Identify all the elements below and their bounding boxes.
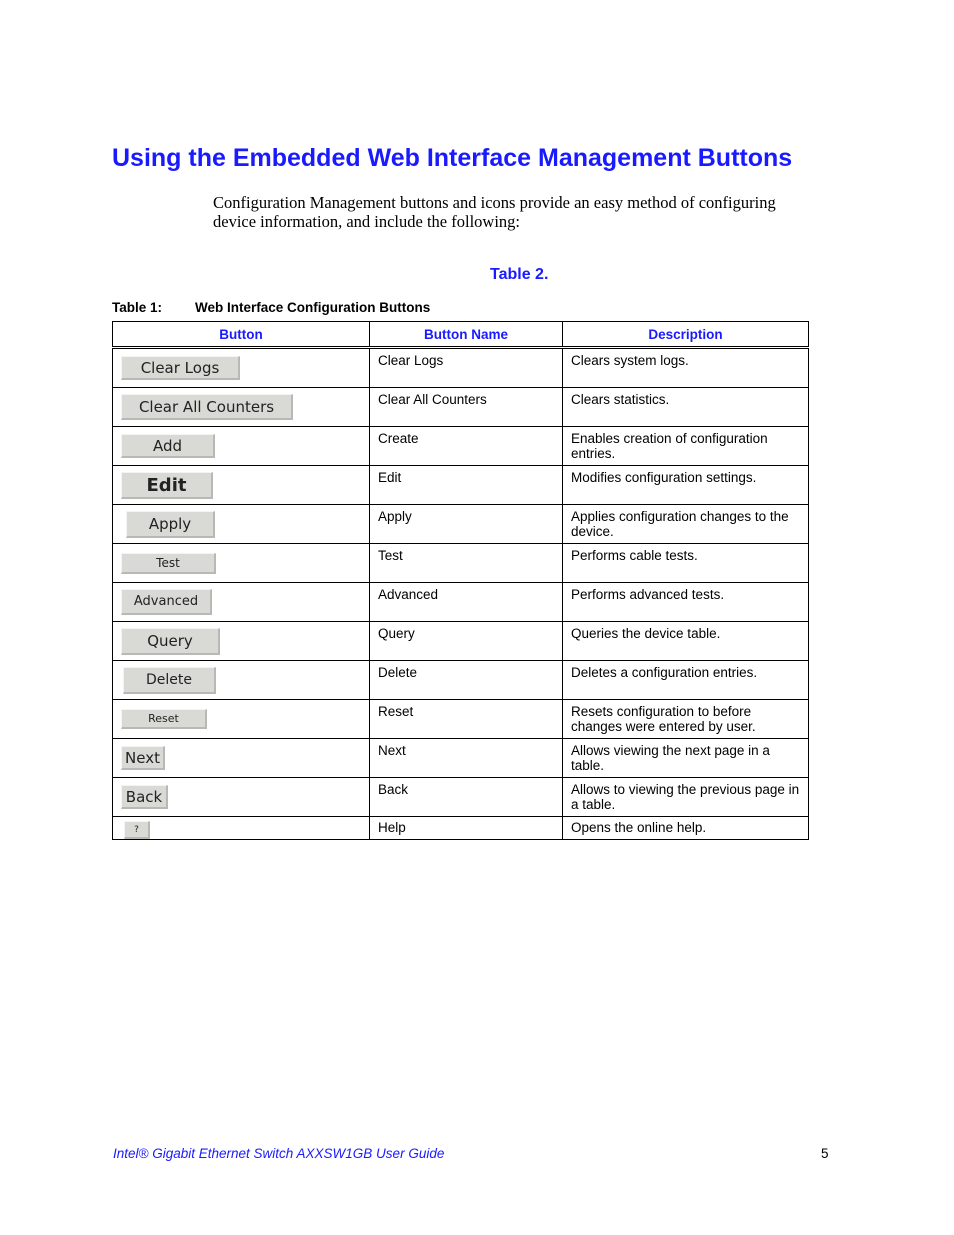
buttons-table <box>112 321 809 840</box>
footer-title: Intel® Gigabit Ethernet Switch AXXSW1GB User Guide <box>113 1146 445 1161</box>
description-cell: Clears statistics. <box>563 388 809 427</box>
button-name-cell: Help <box>370 817 563 840</box>
caption-label: Table 1: <box>112 300 163 315</box>
description-cell: Applies configuration changes to the device. <box>563 505 809 544</box>
clear-logs-button[interactable]: Clear Logs <box>121 356 240 380</box>
description-cell: Allows to viewing the previous page in a table. <box>563 778 809 817</box>
table-row <box>113 817 809 840</box>
description-cell: Modifies configuration settings. <box>563 466 809 505</box>
description-cell: Performs cable tests. <box>563 544 809 583</box>
table-row <box>113 466 809 505</box>
query-button[interactable]: Query <box>121 628 220 655</box>
table-number: Table 2. <box>490 266 549 283</box>
button-name-cell: Test <box>370 544 563 583</box>
button-name-cell: Back <box>370 778 563 817</box>
description-cell: Deletes a configuration entries. <box>563 661 809 700</box>
clear-all-counters-button[interactable]: Clear All Counters <box>121 394 293 420</box>
test-button[interactable]: Test <box>121 553 216 574</box>
header-button: Button <box>113 322 370 348</box>
description-cell: Clears system logs. <box>563 348 809 388</box>
description-cell: Queries the device table. <box>563 622 809 661</box>
button-name-cell: Clear All Counters <box>370 388 563 427</box>
table-row <box>113 427 809 466</box>
description-cell: Resets configuration to before changes were entered by user. <box>563 700 809 739</box>
button-name-cell: Clear Logs <box>370 348 563 388</box>
intro-paragraph: Configuration Management buttons and icons provide an easy method of configuring device information, and include the following: <box>213 193 776 231</box>
description-cell: Opens the online help. <box>563 817 809 840</box>
page-number: 5 <box>821 1146 829 1161</box>
table-row <box>113 661 809 700</box>
table-row <box>113 700 809 739</box>
description-cell: Performs advanced tests. <box>563 583 809 622</box>
table-row <box>113 778 809 817</box>
next-button[interactable]: Next <box>121 746 165 770</box>
header-button-name: Button Name <box>370 322 563 348</box>
table-row <box>113 583 809 622</box>
button-name-cell: Advanced <box>370 583 563 622</box>
add-button[interactable]: Add <box>121 434 215 458</box>
delete-button[interactable]: Delete <box>123 667 216 694</box>
button-name-cell: Query <box>370 622 563 661</box>
button-name-cell: Apply <box>370 505 563 544</box>
help-icon[interactable]: ? <box>124 821 150 839</box>
table-row <box>113 622 809 661</box>
header-description: Description <box>563 322 809 348</box>
description-cell: Allows viewing the next page in a table. <box>563 739 809 778</box>
caption-title: Web Interface Configuration Buttons <box>195 300 431 315</box>
table-caption <box>112 300 430 315</box>
apply-button[interactable]: Apply <box>126 511 215 538</box>
reset-button[interactable]: Reset <box>121 709 207 729</box>
button-name-cell: Edit <box>370 466 563 505</box>
button-name-cell: Create <box>370 427 563 466</box>
button-name-cell: Delete <box>370 661 563 700</box>
table-header-row <box>113 322 809 348</box>
table-row <box>113 348 809 388</box>
table-row <box>113 544 809 583</box>
advanced-button[interactable]: Advanced <box>121 589 212 615</box>
table-row <box>113 739 809 778</box>
button-name-cell: Next <box>370 739 563 778</box>
back-button[interactable]: Back <box>121 785 168 809</box>
page-heading: Using the Embedded Web Interface Management Buttons <box>112 144 793 172</box>
table-row <box>113 388 809 427</box>
edit-button[interactable]: Edit <box>121 472 213 499</box>
table-row <box>113 505 809 544</box>
description-cell: Enables creation of configuration entries. <box>563 427 809 466</box>
button-name-cell: Reset <box>370 700 563 739</box>
